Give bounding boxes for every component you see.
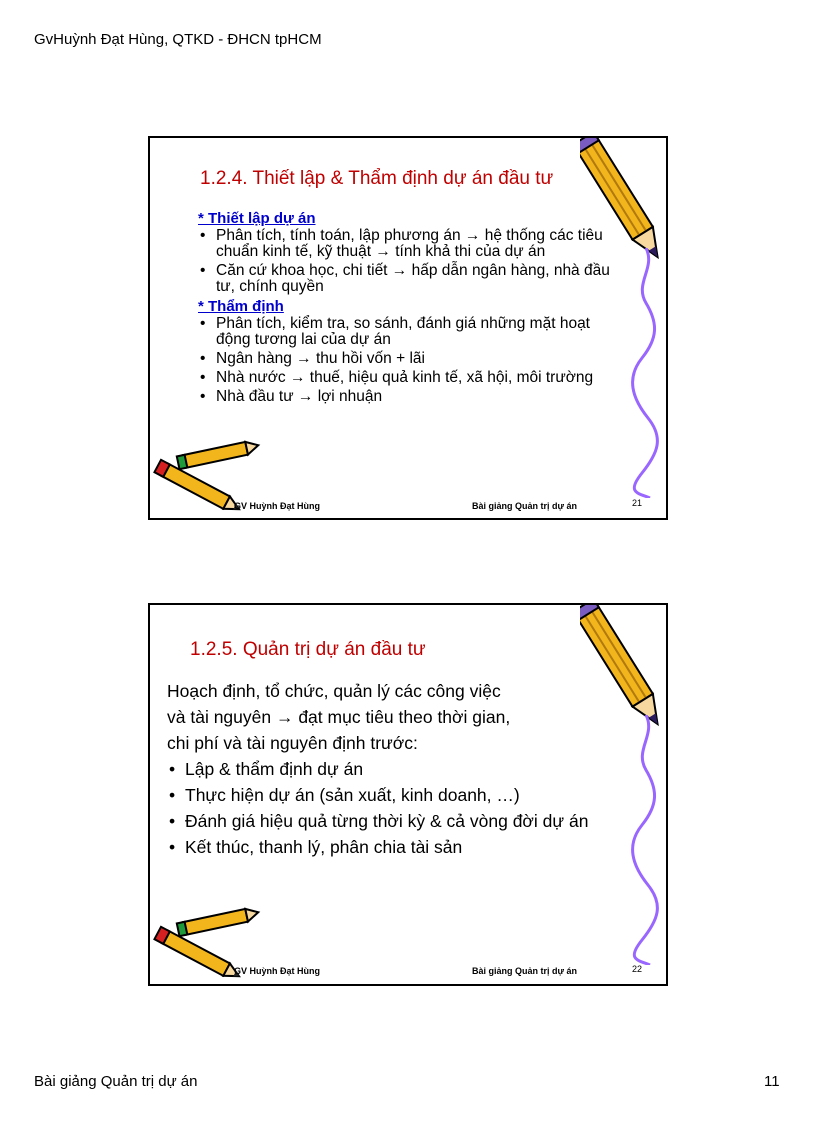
slide-body bbox=[167, 678, 637, 860]
bullet-item: • Phân tích, kiểm tra, so sánh, đánh giá những mặt hoạt động tương lai của dự án bbox=[198, 316, 628, 348]
slide-21 bbox=[148, 136, 668, 520]
slide-footer-author: GV Huỳnh Đạt Hùng bbox=[234, 501, 320, 511]
bullet-list bbox=[167, 756, 637, 860]
intro-line: Hoạch định, tổ chức, quản lý các công việc bbox=[167, 681, 501, 701]
bullet-item: • Lập & thẩm định dự án bbox=[167, 756, 637, 782]
slide-number: 22 bbox=[632, 964, 643, 974]
bullet-item: • Thực hiện dự án (sản xuất, kinh doanh, …) bbox=[167, 782, 637, 808]
intro-line: chi phí và tài nguyên định trước: bbox=[167, 733, 418, 753]
bullet-item: • Ngân hàng → thu hồi vốn + lãi bbox=[198, 351, 628, 367]
slide-22 bbox=[148, 603, 668, 986]
slide-title: 1.2.4. Thiết lập & Thẩm định dự án đầu tư bbox=[200, 168, 554, 189]
slide-footer-title: Bài giảng Quản trị dự án bbox=[472, 966, 578, 976]
slide-footer-author: GV Huỳnh Đạt Hùng bbox=[234, 966, 320, 976]
section-heading-thiet-lap: * Thiết lập dự án bbox=[198, 210, 316, 227]
bullet-item: • Căn cứ khoa học, chi tiết → hấp dẫn ngân hàng, nhà đầu tư, chính quyền bbox=[198, 263, 628, 295]
slide-body bbox=[198, 210, 628, 408]
section-heading-tham-dinh: * Thẩm định bbox=[198, 298, 284, 315]
squiggle-icon bbox=[628, 715, 664, 965]
slide-footer-title: Bài giảng Quản trị dự án bbox=[472, 501, 578, 511]
slide-number: 21 bbox=[632, 498, 643, 508]
intro-line: và tài nguyên → đạt mục tiêu theo thời gian, bbox=[167, 707, 511, 727]
page-header: GvHuỳnh Đạt Hùng, QTKD - ĐHCN tpHCM bbox=[34, 31, 322, 48]
bullet-item: • Đánh giá hiệu quả từng thời kỳ & cả vòng đời dự án bbox=[167, 808, 637, 834]
bullet-item: • Nhà đầu tư → lợi nhuận bbox=[198, 389, 628, 405]
page-footer-title: Bài giảng Quản trị dự án bbox=[34, 1073, 198, 1090]
bullet-list bbox=[198, 228, 628, 295]
bullet-item: • Phân tích, tính toán, lập phương án → hệ thống các tiêu chuẩn kinh tế, kỹ thuật → tính khả thi của dự án bbox=[198, 228, 628, 260]
bullet-item: • Kết thúc, thanh lý, phân chia tài sản bbox=[167, 834, 637, 860]
squiggle-icon bbox=[628, 248, 664, 498]
page-number: 11 bbox=[764, 1073, 780, 1090]
bullet-item: • Nhà nước → thuế, hiệu quả kinh tế, xã hội, môi trường bbox=[198, 370, 628, 386]
slide-title: 1.2.5. Quản trị dự án đầu tư bbox=[190, 639, 426, 660]
bullet-list bbox=[198, 316, 628, 405]
